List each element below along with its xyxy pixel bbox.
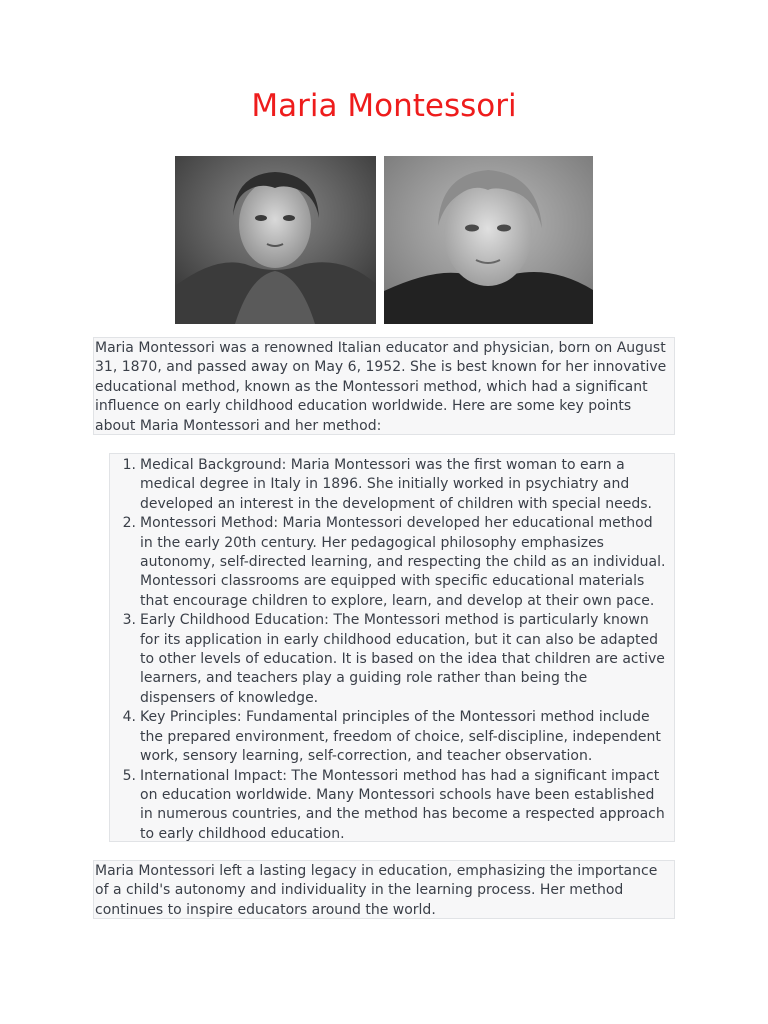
list-item-text: Early Childhood Education: The Montessori method is particularly known for its application in early childhood education, but it can also be adapted to other levels of education. It is based on the idea that children are active learners, and teachers play a guiding role rather than being the dispensers of knowledge. — [140, 612, 665, 706]
list-item — [122, 767, 666, 845]
list-item — [122, 611, 666, 708]
conclusion-paragraph: Maria Montessori left a lasting legacy in education, emphasizing the importance of a child's autonomy and individuality in the learning process. Her method continues to inspire educators around the world. — [95, 863, 658, 918]
list-item — [122, 514, 666, 611]
key-points-box — [109, 453, 675, 842]
portrait-photo-elder — [384, 156, 593, 324]
key-points-list — [110, 456, 666, 844]
list-item-number: 1. — [122, 457, 136, 473]
list-item-number: 4. — [122, 709, 136, 726]
list-item-text: Montessori Method: Maria Montessori developed her educational method in the early 20th century. Her pedagogical philosophy emphasizes autonomy, self-directed learning, and respecting the child as an individual. Montessori classrooms are equipped with specific educational materials that encourage children to explore, learn, and develop at their own pace. — [140, 515, 666, 609]
list-item-text: International Impact: The Montessori method has had a significant impact on education worldwide. Many Montessori schools have been established in numerous countries, and the method has become a respected approach to early childhood education. — [140, 767, 665, 842]
list-item-text: Key Principles: Fundamental principles of the Montessori method include the prepared environment, freedom of choice, self-discipline, independent work, sensory learning, self-correction, and teacher observation. — [140, 709, 661, 765]
list-item-number: 3. — [122, 612, 136, 629]
intro-paragraph: Maria Montessori was a renowned Italian educator and physician, born on August 31, 1870, and passed away on May 6, 1952. She is best known for her innovative educational method, known as the Montessori method, which had a significant influence on early childhood education worldwide. Here are some key points about Maria Montessori and her method: — [95, 340, 667, 434]
list-item — [122, 708, 666, 766]
portrait-photo-young — [175, 156, 376, 324]
list-item-number: 5. — [122, 767, 136, 784]
list-item — [122, 456, 666, 514]
list-item-text: Medical Background: Maria Montessori was the first woman to earn a medical degree in Italy in 1896. She initially worked in psychiatry and developed an interest in the development of children with special needs. — [140, 457, 652, 512]
page-title: Maria Montessori — [251, 88, 517, 124]
conclusion-paragraph-box — [93, 860, 675, 919]
intro-paragraph-box — [93, 337, 675, 435]
list-item-number: 2. — [122, 515, 136, 532]
